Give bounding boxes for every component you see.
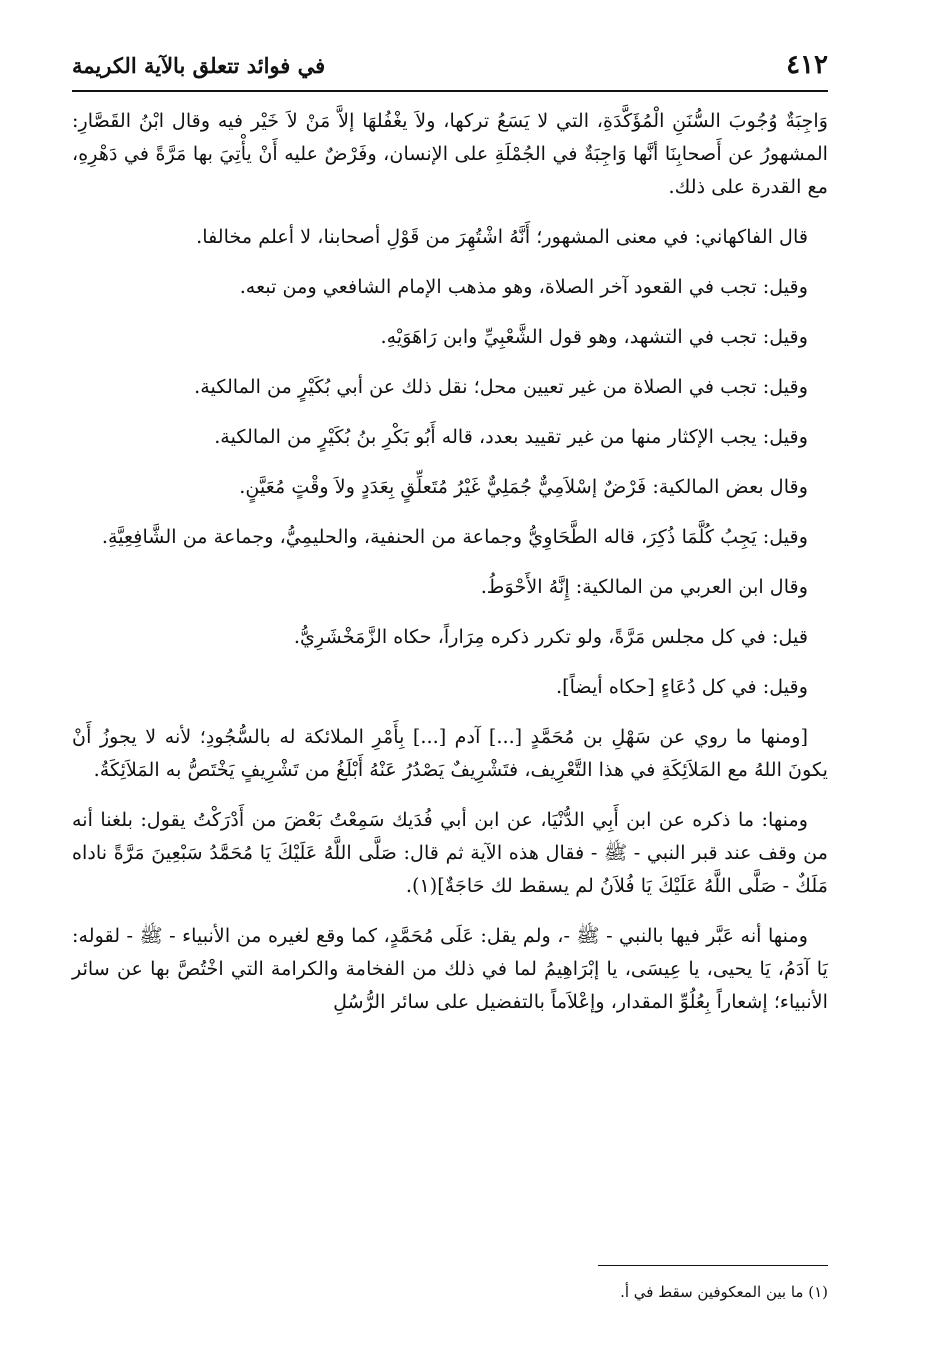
paragraph: وقال بعض المالكية: فَرْضٌ إسْلاَمِيٌّ جُمَلِيٌّ غَيْرُ مُتَعلِّقٍ بِعَدَدٍ ولاَ وقْتٍ مُعَيَّنٍ. [239,475,808,498]
paragraph: وقال ابن العربي من المالكية: إِنَّهُ الأَحْوَطُ. [480,575,808,598]
paragraph: ومنها أنه عَبَّر فيها بالنبي - ﷺ -، ولم يقل: عَلَى مُحَمَّدٍ، كما وقع لغيره من الأنبياء - ﷺ - لقوله: يَا آدَمُ، يَا يحيى، يا عِيسَى، يا إبْرَاهِيمُ لما في ذلك من الفخامة والكرامة التي اخْتُصَّ بها عن سائر الأنبياء؛ إشعاراً بِعُلُوِّ المقدار، وإعْلاَماً بالتفضيل على سائر الرُّسُلِ [72,924,828,1013]
paragraph: قيل: في كل مجلس مَرَّةً، ولو تكرر ذكره مِرَاراً، حكاه الزَّمَخْشَرِيُّ. [293,625,808,648]
page-number: ٤١٢ [786,50,828,80]
paragraph: وقيل: يجب الإكثار منها من غير تقييد بعدد، قاله أَبُو بَكْرِ بنُ بُكَيْرٍ من المالكية. [214,425,808,448]
paragraph: وقيل: يَجِبُ كُلَّمَا ذُكِرَ، قاله الطَّحَاوِيُّ وجماعة من الحنفية، والحليمِيُّ، وجماعة من الشَّافِعِيَّةِ. [101,525,808,548]
paragraph: وقيل: في كل دُعَاءٍ [حكاه أيضاً]. [556,675,808,698]
paragraph: [ومنها ما روي عن سَهْلِ بن مُحَمَّدٍ [...] آدم [...] بِأَمْرِ الملائكة له بالسُّجُودِ؛ لأنه لا يجوزُ أَنْ يكونَ اللهُ مع المَلاَئِكَةِ في هذا التَّعْرِيف، فتَشْرِيفٌ يَصْدُرُ عَنْهُ أَبْلَغُ من تَشْرِيفٍ يَخْتَصُّ به المَلاَئِكَةُ. [72,725,828,781]
footnote: (١) ما بين المعكوفين سقط في أ. [620,1283,828,1301]
page-header [72,40,828,92]
footnote-divider [598,1265,828,1266]
main-text [72,104,828,1035]
paragraph: وقيل: تجب في القعود آخر الصلاة، وهو مذهب الإمام الشافعي ومن تبعه. [239,275,808,298]
running-title: في فوائد تتعلق بالآية الكريمة [72,52,326,78]
paragraph: وَاجِبَةٌ وُجُوبَ السُّنَنِ الْمُؤَكَّدَةِ، التي لا يَسَعُ تركها، ولاَ يغْفُلهَا إلاَّ مَنْ لاَ خَيْر فيه وقال ابْنُ القَصَّارِ: المشهورُ عن أَصحابِنَا أنَّها وَاجِبَةٌ في الجُمْلَةِ على الإنسان، وفَرْضٌ عليه أَنْ يأْتِيَ بها مَرَّةً في دَهْرِهِ، مع القدرة على ذلك. [72,109,828,198]
paragraph: قال الفاكهاني: في معنى المشهور؛ أَنَّهُ اشْتُهِرَ من قَوْلِ أصحابنا، لا أعلم مخالفا. [196,225,808,248]
paragraph: وقيل: تجب في التشهد، وهو قول الشَّعْبِيِّ وابن رَاهَوَيْهِ. [380,325,808,348]
paragraph: ومنها: ما ذكره عن ابن أَبِي الدُّنْيَا، عن ابن أبي فُدَيك سَمِعْتُ بَعْضَ من أَدْرَكْتُ يقول: بلغنا أنه من وقف عند قبر النبي - ﷺ - فقال هذه الآية ثم قال: صَلَّى اللَّهُ عَلَيْكَ يَا مُحَمَّدُ سَبْعِينَ مَرَّةً ناداه مَلَكٌ - صَلَّى اللَّهُ عَلَيْكَ يَا فُلاَنُ لم يسقط لك حَاجَةٌ](١). [72,808,828,897]
paragraph: وقيل: تجب في الصلاة من غير تعيين محل؛ نقل ذلك عن أبي بُكَيْرٍ من المالكية. [194,375,808,398]
